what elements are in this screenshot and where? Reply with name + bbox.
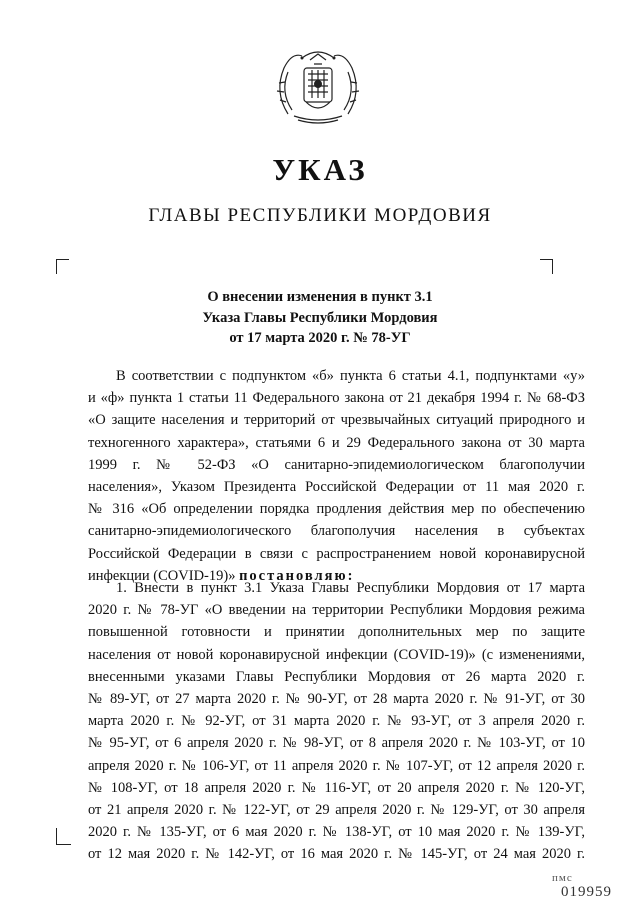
text-line: и «ф» пункта 1 статьи 11 Федерального закона от 21 декабря 1994 г. № 68-ФЗ <box>88 390 585 407</box>
text-line: техногенного характера», статьями 6 и 29 Федерального закона от 30 марта <box>88 434 585 451</box>
coat-of-arms-emblem <box>268 44 368 128</box>
text-line: санитарно-эпидемиологического благополучия населения в субъектах <box>88 523 585 540</box>
serial-number: 019959 <box>561 884 612 900</box>
text-line: В соответствии с подпунктом «б» пункта 6 статьи 4.1, подпунктами «у» <box>116 368 585 384</box>
text-line: 1999 г. № 52-ФЗ «О санитарно-эпидемиологическом благополучии <box>88 456 585 473</box>
text-line: 2020 г. № 78-УГ «О введении на территории Республики Мордовия режима <box>88 602 585 619</box>
document-title: УКАЗ <box>272 152 368 187</box>
text-line: № 316 «Об определении порядка продления действия мер по обеспечению <box>88 501 585 518</box>
heading-line: Указа Главы Республики Мордовия <box>202 309 438 326</box>
corner-mark-top-right <box>540 259 553 274</box>
text-line: марта 2020 г. № 92-УГ, от 31 марта 2020 г. № 93-УГ, от 3 апреля 2020 г. <box>88 713 585 730</box>
text-line: 2020 г. № 135-УГ, от 6 мая 2020 г. № 138-УГ, от 10 мая 2020 г. № 139-УГ, <box>88 824 585 841</box>
text-line: апреля 2020 г. № 106-УГ, от 11 апреля 2020 г. № 107-УГ, от 12 апреля 2020 г. <box>88 757 585 774</box>
text-fragment: инфекции (COVID-19)» <box>88 567 236 584</box>
decree-word: постановляю: <box>239 567 355 584</box>
text-line: 1. Внести в пункт 3.1 Указа Главы Республики Мордовия от 17 марта <box>116 580 585 596</box>
text-line: Российской Федерации в связи с распространением новой коронавирусной <box>88 545 585 562</box>
text-line: населения», Указом Президента Российской Федерации от 11 мая 2020 г. <box>88 478 585 495</box>
decree-heading <box>0 287 640 349</box>
corner-mark-bottom-left <box>56 828 71 845</box>
text-line: № 95-УГ, от 6 апреля 2020 г. № 98-УГ, от 8 апреля 2020 г. № 103-УГ, от 10 <box>88 735 585 752</box>
heading-line: от 17 марта 2020 г. № 78-УГ <box>229 330 411 346</box>
text-line: от 12 мая 2020 г. № 142-УГ, от 16 мая 2020 г. № 145-УГ, от 24 мая 2020 г. <box>88 846 585 863</box>
stamp-label: пмс <box>552 872 573 884</box>
text-line: № 108-УГ, от 18 апреля 2020 г. № 116-УГ, от 20 апреля 2020 г. № 120-УГ, <box>88 779 585 796</box>
text-line: внесенными указами Главы Республики Мордовия от 26 марта 2020 г. <box>88 668 585 685</box>
text-line: «О защите населения и территорий от чрезвычайных ситуаций природного и <box>88 412 585 429</box>
heading-line: О внесении изменения в пункт 3.1 <box>207 289 433 305</box>
clause-1-paragraph <box>88 577 585 865</box>
text-line: населения от новой коронавирусной инфекции (COVID-19)» (с изменениями, <box>88 646 585 663</box>
text-line: повышенной готовности и принятии дополнительных мер по защите <box>88 624 585 641</box>
corner-mark-top-left <box>56 259 69 274</box>
text-line: № 89-УГ, от 27 марта 2020 г. № 90-УГ, от 28 марта 2020 г. № 91-УГ, от 30 <box>88 690 585 707</box>
text-line: от 21 апреля 2020 г. № 122-УГ, от 29 апреля 2020 г. № 129-УГ, от 30 апреля <box>88 801 585 818</box>
document-subtitle: ГЛАВЫ РЕСПУБЛИКИ МОРДОВИЯ <box>148 205 492 226</box>
preamble-paragraph <box>88 365 585 587</box>
